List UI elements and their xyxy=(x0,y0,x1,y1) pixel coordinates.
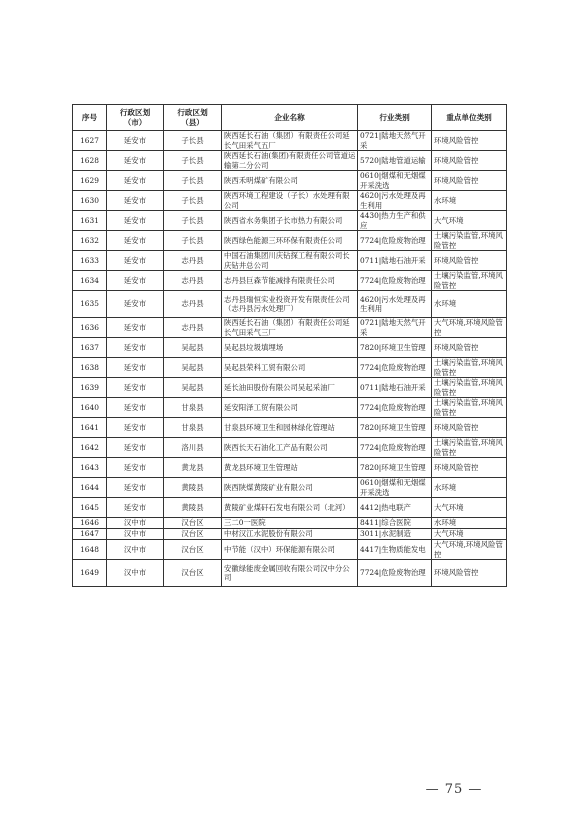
cell-seq: 1635 xyxy=(73,291,107,318)
cell-category: 大气环境 xyxy=(432,498,507,518)
cell-seq: 1632 xyxy=(73,231,107,251)
table-row xyxy=(73,251,507,271)
cell-category: 环境风险管控 xyxy=(432,131,507,151)
cell-company: 甘泉县环境卫生和园林绿化管理站 xyxy=(222,418,358,438)
cell-company: 中材汉江水泥股份有限公司 xyxy=(222,529,358,540)
cell-category: 水环境 xyxy=(432,518,507,529)
cell-county: 黄陵县 xyxy=(164,478,222,498)
cell-company: 陕西长天石油化工产品有限公司 xyxy=(222,438,358,458)
enterprise-table xyxy=(72,104,507,587)
cell-company: 志丹县瑞恒实业投资开发有限责任公司（志丹县污水处理厂） xyxy=(222,291,358,318)
cell-company: 陕西陕煤黄陵矿业有限公司 xyxy=(222,478,358,498)
cell-city: 延安市 xyxy=(107,418,164,438)
cell-seq: 1641 xyxy=(73,418,107,438)
table-row xyxy=(73,191,507,211)
table-row xyxy=(73,518,507,529)
cell-category: 土壤污染监管,环境风险管控 xyxy=(432,438,507,458)
cell-company: 延安阳泽工贸有限公司 xyxy=(222,398,358,418)
header-city: 行政区划 （市） xyxy=(107,105,164,131)
cell-category: 水环境 xyxy=(432,291,507,318)
cell-company: 中节能（汉中）环保能源有限公司 xyxy=(222,540,358,560)
table-row xyxy=(73,211,507,231)
cell-company: 延长油田股份有限公司吴起采油厂 xyxy=(222,378,358,398)
cell-county: 黄陵县 xyxy=(164,498,222,518)
cell-city: 汉中市 xyxy=(107,518,164,529)
cell-city: 延安市 xyxy=(107,251,164,271)
cell-seq: 1628 xyxy=(73,151,107,171)
cell-seq: 1649 xyxy=(73,560,107,587)
header-company: 企业名称 xyxy=(222,105,358,131)
cell-seq: 1648 xyxy=(73,540,107,560)
cell-industry: 4620|污水处理及再生利用 xyxy=(358,191,432,211)
page-number: — 75 — xyxy=(425,782,483,797)
cell-category: 水环境 xyxy=(432,478,507,498)
cell-category: 土壤污染监管,环境风险管控 xyxy=(432,231,507,251)
cell-industry: 7724|危险废物治理 xyxy=(358,438,432,458)
cell-county: 洛川县 xyxy=(164,438,222,458)
cell-industry: 7724|危险废物治理 xyxy=(358,231,432,251)
cell-industry: 7724|危险废物治理 xyxy=(358,271,432,291)
cell-category: 大气环境 xyxy=(432,529,507,540)
cell-seq: 1633 xyxy=(73,251,107,271)
cell-seq: 1643 xyxy=(73,458,107,478)
cell-company: 中国石油集团川庆钻探工程有限公司长庆钻井总公司 xyxy=(222,251,358,271)
cell-company: 志丹县巨森节能减排有限责任公司 xyxy=(222,271,358,291)
cell-city: 汉中市 xyxy=(107,529,164,540)
cell-city: 汉中市 xyxy=(107,540,164,560)
cell-city: 延安市 xyxy=(107,438,164,458)
cell-company: 陕西绿色能源三环环保有限责任公司 xyxy=(222,231,358,251)
cell-county: 汉台区 xyxy=(164,529,222,540)
cell-company: 吴起县荣科工贸有限公司 xyxy=(222,358,358,378)
cell-company: 陕西省水务集团子长市热力有限公司 xyxy=(222,211,358,231)
cell-seq: 1630 xyxy=(73,191,107,211)
table-row xyxy=(73,458,507,478)
cell-industry: 7724|危险废物治理 xyxy=(358,358,432,378)
table-row xyxy=(73,338,507,358)
cell-county: 子长县 xyxy=(164,231,222,251)
header-category: 重点单位类别 xyxy=(432,105,507,131)
cell-category: 环境风险管控 xyxy=(432,418,507,438)
cell-county: 汉台区 xyxy=(164,518,222,529)
cell-city: 延安市 xyxy=(107,498,164,518)
cell-seq: 1627 xyxy=(73,131,107,151)
cell-industry: 4430|热力生产和供应 xyxy=(358,211,432,231)
cell-city: 延安市 xyxy=(107,478,164,498)
cell-category: 大气环境,环境风险管控 xyxy=(432,540,507,560)
table-row xyxy=(73,529,507,540)
table-row xyxy=(73,540,507,560)
cell-city: 延安市 xyxy=(107,211,164,231)
cell-county: 吴起县 xyxy=(164,338,222,358)
cell-city: 延安市 xyxy=(107,151,164,171)
cell-county: 甘泉县 xyxy=(164,418,222,438)
table-row xyxy=(73,131,507,151)
cell-category: 土壤污染监管,环境风险管控 xyxy=(432,358,507,378)
table-row xyxy=(73,271,507,291)
cell-company: 黄陵矿业煤矸石发电有限公司（北河） xyxy=(222,498,358,518)
table-row xyxy=(73,418,507,438)
cell-industry: 0711|陆地石油开采 xyxy=(358,251,432,271)
cell-category: 土壤污染监管,环境风险管控 xyxy=(432,271,507,291)
table-row xyxy=(73,151,507,171)
cell-category: 大气环境,环境风险管控 xyxy=(432,318,507,338)
cell-industry: 5720|陆地管道运输 xyxy=(358,151,432,171)
cell-company: 陕西延长石油(集团)有限责任公司管道运输第二分公司 xyxy=(222,151,358,171)
cell-industry: 7820|环境卫生管理 xyxy=(358,338,432,358)
cell-company: 吴起县垃圾填埋场 xyxy=(222,338,358,358)
cell-county: 子长县 xyxy=(164,131,222,151)
table-row xyxy=(73,358,507,378)
cell-seq: 1642 xyxy=(73,438,107,458)
header-county: 行政区划 （县） xyxy=(164,105,222,131)
cell-seq: 1637 xyxy=(73,338,107,358)
cell-company: 陕西延长石油（集团）有限责任公司延长气田采气五厂 xyxy=(222,131,358,151)
cell-city: 延安市 xyxy=(107,131,164,151)
header-seq: 序号 xyxy=(73,105,107,131)
cell-city: 延安市 xyxy=(107,458,164,478)
cell-industry: 4412|热电联产 xyxy=(358,498,432,518)
cell-city: 延安市 xyxy=(107,191,164,211)
cell-industry: 0721|陆地天然气开采 xyxy=(358,131,432,151)
cell-county: 子长县 xyxy=(164,151,222,171)
cell-category: 环境风险管控 xyxy=(432,151,507,171)
cell-county: 志丹县 xyxy=(164,271,222,291)
cell-seq: 1646 xyxy=(73,518,107,529)
cell-county: 甘泉县 xyxy=(164,398,222,418)
header-industry: 行业类别 xyxy=(358,105,432,131)
cell-seq: 1647 xyxy=(73,529,107,540)
cell-county: 吴起县 xyxy=(164,378,222,398)
table-body xyxy=(73,131,507,587)
cell-city: 延安市 xyxy=(107,398,164,418)
table-row xyxy=(73,498,507,518)
cell-industry: 4417|生物质能发电 xyxy=(358,540,432,560)
cell-industry: 7724|危险废物治理 xyxy=(358,560,432,587)
cell-industry: 0610|烟煤和无烟煤开采洗选 xyxy=(358,171,432,191)
table-row xyxy=(73,560,507,587)
cell-industry: 7820|环境卫生管理 xyxy=(358,418,432,438)
cell-industry: 7820|环境卫生管理 xyxy=(358,458,432,478)
cell-category: 土壤污染监管,环境风险管控 xyxy=(432,378,507,398)
cell-seq: 1631 xyxy=(73,211,107,231)
cell-seq: 1644 xyxy=(73,478,107,498)
cell-seq: 1645 xyxy=(73,498,107,518)
cell-category: 大气环境 xyxy=(432,211,507,231)
cell-category: 环境风险管控 xyxy=(432,560,507,587)
cell-county: 汉台区 xyxy=(164,540,222,560)
cell-industry: 4620|污水处理及再生利用 xyxy=(358,291,432,318)
table-row xyxy=(73,438,507,458)
table-row xyxy=(73,478,507,498)
cell-county: 汉台区 xyxy=(164,560,222,587)
cell-city: 延安市 xyxy=(107,271,164,291)
cell-city: 延安市 xyxy=(107,378,164,398)
table-row xyxy=(73,291,507,318)
cell-category: 环境风险管控 xyxy=(432,338,507,358)
cell-county: 子长县 xyxy=(164,171,222,191)
cell-county: 吴起县 xyxy=(164,358,222,378)
cell-category: 环境风险管控 xyxy=(432,251,507,271)
header-row xyxy=(73,105,507,131)
cell-seq: 1629 xyxy=(73,171,107,191)
cell-seq: 1639 xyxy=(73,378,107,398)
cell-industry: 3011|水泥制造 xyxy=(358,529,432,540)
cell-seq: 1634 xyxy=(73,271,107,291)
cell-industry: 0721|陆地天然气开采 xyxy=(358,318,432,338)
cell-company: 黄龙县环境卫生管理站 xyxy=(222,458,358,478)
cell-county: 志丹县 xyxy=(164,318,222,338)
cell-industry: 7724|危险废物治理 xyxy=(358,398,432,418)
cell-category: 环境风险管控 xyxy=(432,458,507,478)
table-row xyxy=(73,318,507,338)
cell-company: 陕西延长石油（集团）有限责任公司延长气田采气三厂 xyxy=(222,318,358,338)
cell-city: 延安市 xyxy=(107,171,164,191)
cell-company: 安徽绿能废金属回收有限公司汉中分公司 xyxy=(222,560,358,587)
table-row xyxy=(73,171,507,191)
table-row xyxy=(73,231,507,251)
table-row xyxy=(73,378,507,398)
cell-seq: 1638 xyxy=(73,358,107,378)
cell-city: 延安市 xyxy=(107,318,164,338)
cell-seq: 1636 xyxy=(73,318,107,338)
cell-company: 陕西环境工程建设（子长）水处理有限公司 xyxy=(222,191,358,211)
cell-industry: 0610|烟煤和无烟煤开采洗选 xyxy=(358,478,432,498)
cell-city: 汉中市 xyxy=(107,560,164,587)
cell-city: 延安市 xyxy=(107,338,164,358)
cell-company: 陕西禾明煤矿有限公司 xyxy=(222,171,358,191)
cell-city: 延安市 xyxy=(107,291,164,318)
cell-category: 水环境 xyxy=(432,191,507,211)
cell-county: 子长县 xyxy=(164,211,222,231)
cell-city: 延安市 xyxy=(107,231,164,251)
cell-industry: 8411|综合医院 xyxy=(358,518,432,529)
cell-category: 环境风险管控 xyxy=(432,171,507,191)
table-row xyxy=(73,398,507,418)
cell-seq: 1640 xyxy=(73,398,107,418)
cell-city: 延安市 xyxy=(107,358,164,378)
cell-category: 土壤污染监管,环境风险管控 xyxy=(432,398,507,418)
cell-county: 志丹县 xyxy=(164,291,222,318)
cell-county: 黄龙县 xyxy=(164,458,222,478)
cell-county: 志丹县 xyxy=(164,251,222,271)
cell-industry: 0711|陆地石油开采 xyxy=(358,378,432,398)
cell-company: 三二0一医院 xyxy=(222,518,358,529)
cell-county: 子长县 xyxy=(164,191,222,211)
